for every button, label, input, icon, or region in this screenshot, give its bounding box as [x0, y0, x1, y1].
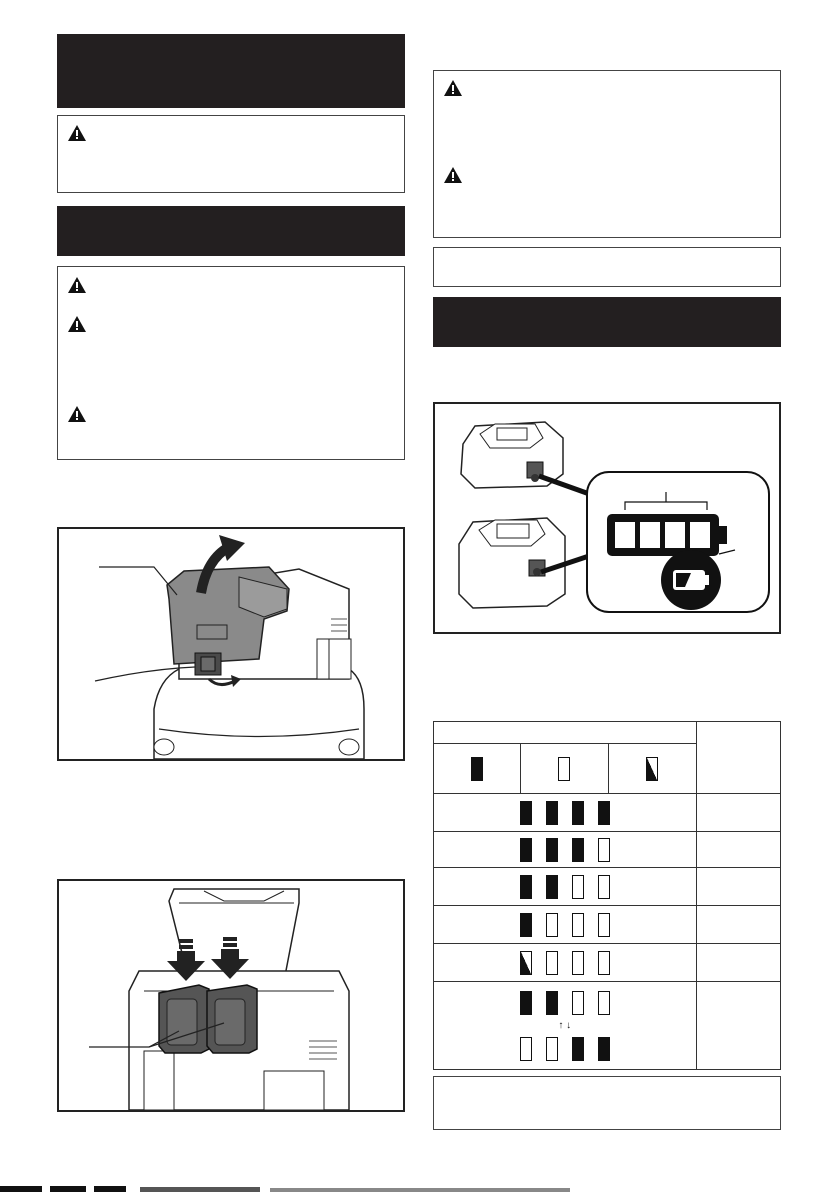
indicator-status-table	[433, 721, 781, 1070]
battery-indicator-illustration	[435, 404, 779, 632]
warning-triangle-icon	[443, 166, 463, 184]
figure-remove-cover	[57, 527, 405, 761]
vacuum-cover-illustration	[59, 529, 403, 759]
warning-triangle-icon	[67, 124, 87, 142]
page-footer-stripe	[0, 1184, 840, 1192]
warning-box-2	[57, 266, 405, 460]
section-header-bar-3	[433, 297, 781, 347]
warning-triangle-icon	[67, 405, 87, 423]
battery-full-icon	[471, 757, 483, 781]
section-header-bar-2	[57, 206, 405, 256]
table-row	[434, 906, 781, 944]
table-row	[434, 944, 781, 982]
section-header-bar-1	[57, 34, 405, 108]
warning-triangle-icon	[67, 276, 87, 294]
indicator-table	[433, 721, 781, 1070]
warning-triangle-icon	[67, 315, 87, 333]
battery-empty-icon	[558, 757, 570, 781]
warning-box-1	[57, 115, 405, 193]
note-box-2	[433, 1076, 781, 1130]
battery-insert-illustration	[59, 881, 403, 1110]
table-header-remaining	[696, 722, 780, 794]
toggle-arrows: ↑ ↓	[558, 1019, 572, 1031]
table-row	[434, 794, 781, 832]
figure-battery-indicator	[433, 402, 781, 634]
warning-box-3	[433, 70, 781, 238]
table-row	[434, 982, 781, 1070]
table-row	[434, 832, 781, 868]
battery-half-icon	[646, 757, 658, 781]
table-header-lamps	[434, 722, 697, 744]
table-row	[434, 868, 781, 906]
warning-triangle-icon	[443, 79, 463, 97]
figure-insert-batteries	[57, 879, 405, 1112]
note-box-1	[433, 247, 781, 287]
